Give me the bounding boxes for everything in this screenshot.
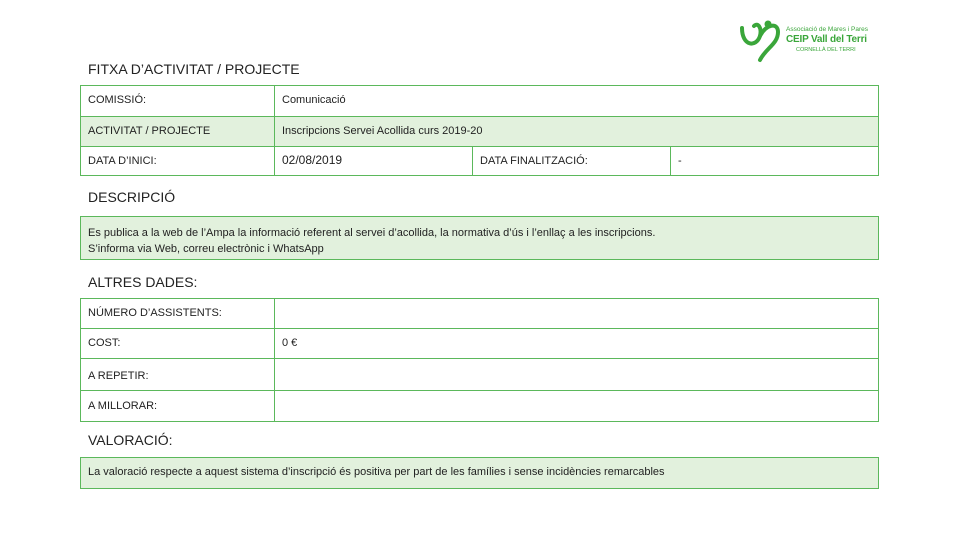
repetir-value [274, 358, 879, 391]
descripcio-box [80, 216, 879, 260]
millorar-value [274, 390, 879, 422]
altres-dades-title: ALTRES DADES: [88, 274, 198, 290]
logo-symbol-icon [738, 18, 782, 64]
ampa-logo [738, 18, 878, 66]
repetir-label: A REPETIR: [80, 358, 275, 391]
assistents-label: NÚMERO D’ASSISTENTS: [80, 298, 275, 329]
page-title: FITXA D’ACTIVITAT / PROJECTE [88, 61, 300, 77]
descripcio-line-2: S’informa via Web, correu electrònic i WhatsApp [88, 243, 324, 255]
cost-value: 0 € [274, 328, 879, 359]
activitat-label: ACTIVITAT / PROJECTE [80, 116, 275, 147]
comissio-value: Comunicació [274, 85, 879, 117]
data-inici-label: DATA D’INICI: [80, 146, 275, 176]
data-final-label: DATA FINALITZACIÓ: [472, 146, 671, 176]
valoracio-text: La valoració respecte a aquest sistema d’inscripció és positiva per part de les famílies i sense incidències remarcables [80, 457, 879, 489]
data-final-value: - [670, 146, 879, 176]
activitat-value: Inscripcions Servei Acollida curs 2019-20 [274, 116, 879, 147]
valoracio-title: VALORACIÓ: [88, 432, 173, 448]
cost-label: COST: [80, 328, 275, 359]
assistents-value [274, 298, 879, 329]
descripcio-title: DESCRIPCIÓ [88, 189, 176, 205]
comissio-label: COMISSIÓ: [80, 85, 275, 117]
descripcio-line-1: Es publica a la web de l’Ampa la informació referent al servei d’acollida, la normativa d’ús i l’enllaç a les inscripcions. [88, 227, 656, 239]
millorar-label: A MILLORAR: [80, 390, 275, 422]
logo-line-3: CORNELLÀ DEL TERRI [796, 47, 856, 53]
logo-line-1: Associació de Mares i Pares [786, 26, 869, 33]
logo-line-2: CEIP Vall del Terri [786, 34, 867, 45]
data-inici-value: 02/08/2019 [274, 146, 473, 176]
